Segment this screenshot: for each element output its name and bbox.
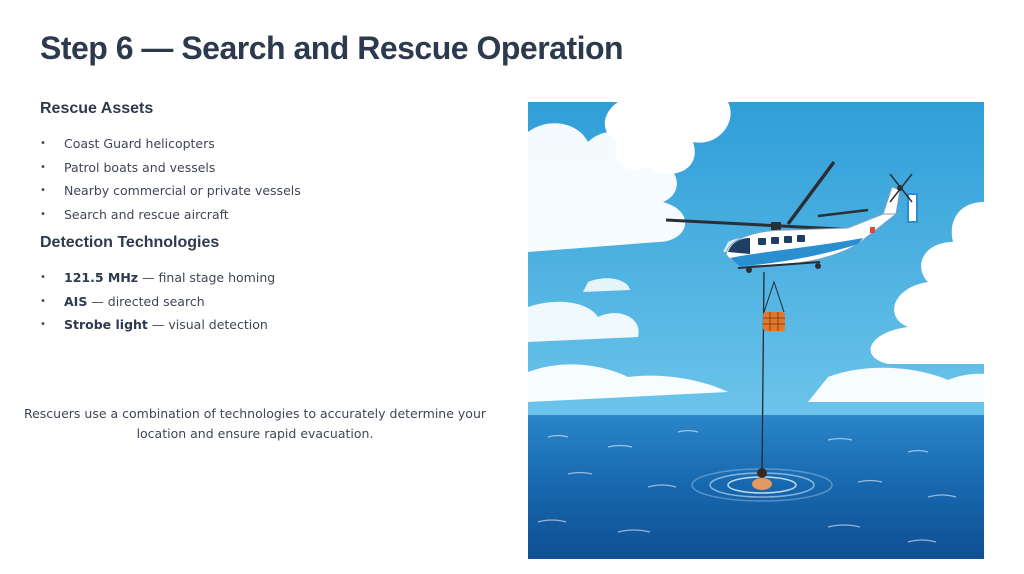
list-item-label: Patrol boats and vessels [64,159,216,175]
bullet-icon: • [40,319,46,331]
detection-term: Strobe light [64,317,148,333]
list-item [40,290,275,314]
bullet-icon: • [40,272,46,283]
list-item [40,179,301,203]
detection-desc: — directed search [87,293,205,309]
list-item [40,156,301,180]
list-item-label: Coast Guard helicopters [64,136,215,151]
detection-term: AIS [64,293,88,309]
caption: Rescuers use a combination of technologies to accurately determine your location and ensure rapid evacuation. [23,406,487,441]
helicopter-rescue-illustration [528,102,984,559]
rescue-assets-heading: Rescue Assets [40,100,154,117]
rescue-assets-list [40,132,301,226]
list-item-label: Nearby commercial or private vessels [64,183,301,199]
detection-desc: — final stage homing [138,270,276,285]
bullet-icon: • [40,161,46,173]
detection-heading: Detection Technologies [40,234,220,251]
list-item [40,203,301,227]
bullet-icon: • [40,295,46,307]
bullet-icon: • [40,138,46,149]
list-item [40,132,301,156]
slide-title: Step 6 — Search and Rescue Operation [40,30,624,66]
bullet-icon: • [40,185,46,197]
list-item [40,266,275,290]
list-item [40,313,275,337]
list-item-label: Search and rescue aircraft [64,206,229,222]
bullet-icon: • [40,208,46,220]
detection-term: 121.5 MHz [64,270,139,285]
detection-desc: — visual detection [147,317,268,333]
detection-list [40,266,275,337]
